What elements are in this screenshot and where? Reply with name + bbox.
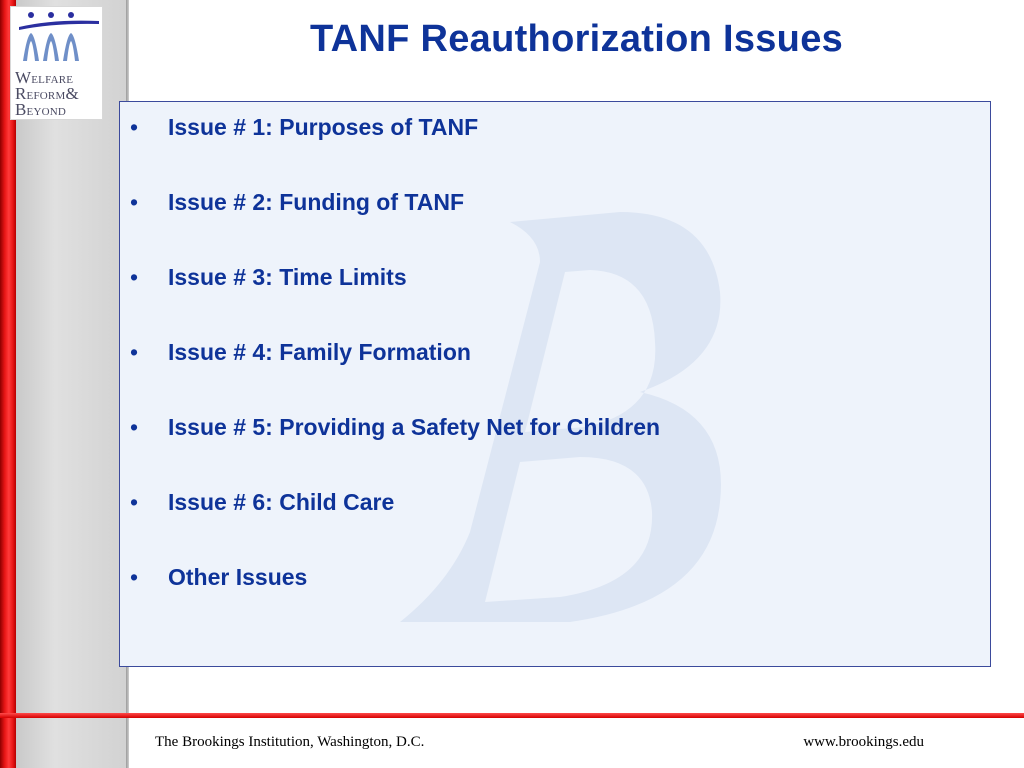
list-item — [130, 489, 660, 564]
footer-website: www.brookings.edu — [803, 734, 924, 750]
list-item-text: Other Issues — [168, 564, 308, 590]
list-item — [130, 189, 660, 264]
logo-w: W — [15, 68, 32, 87]
bullet-dot: • — [130, 264, 139, 290]
logo-b: B — [15, 100, 27, 119]
footer-institution: The Brookings Institution, Washington, D.C. — [155, 734, 425, 750]
bullet-dot: • — [130, 189, 139, 215]
list-item — [130, 264, 660, 339]
list-item-text: Issue # 6: Child Care — [168, 489, 395, 515]
list-item-text: Issue # 4: Family Formation — [168, 339, 471, 365]
logo-elfare: ELFARE — [31, 74, 74, 86]
list-item — [130, 414, 660, 489]
people-figures-icon — [13, 9, 101, 69]
bullet-dot: • — [130, 489, 139, 515]
slide-title: TANF Reauthorization Issues — [309, 18, 844, 60]
list-item-text: Issue # 1: Purposes of TANF — [168, 114, 479, 140]
bullet-dot: • — [130, 339, 139, 365]
list-item — [130, 564, 660, 639]
logo-wordmark — [15, 68, 103, 119]
list-item-text: Issue # 3: Time Limits — [168, 264, 407, 290]
bullet-dot: • — [130, 114, 139, 140]
logo-ampersand: & — [65, 84, 79, 103]
list-item — [130, 339, 660, 414]
list-item-text: Issue # 2: Funding of TANF — [168, 189, 465, 215]
logo-eyond: EYOND — [26, 106, 67, 118]
list-item — [130, 114, 660, 189]
welfare-reform-logo — [10, 6, 103, 120]
issue-list — [130, 114, 660, 639]
logo-r: R — [15, 84, 27, 103]
list-item-text: Issue # 5: Providing a Safety Net for Children — [168, 414, 661, 440]
content-box — [119, 101, 991, 667]
logo-eform: EFORM — [26, 90, 66, 102]
bullet-dot: • — [130, 564, 139, 590]
footer-red-rule — [0, 713, 1024, 718]
bullet-dot: • — [130, 414, 139, 440]
